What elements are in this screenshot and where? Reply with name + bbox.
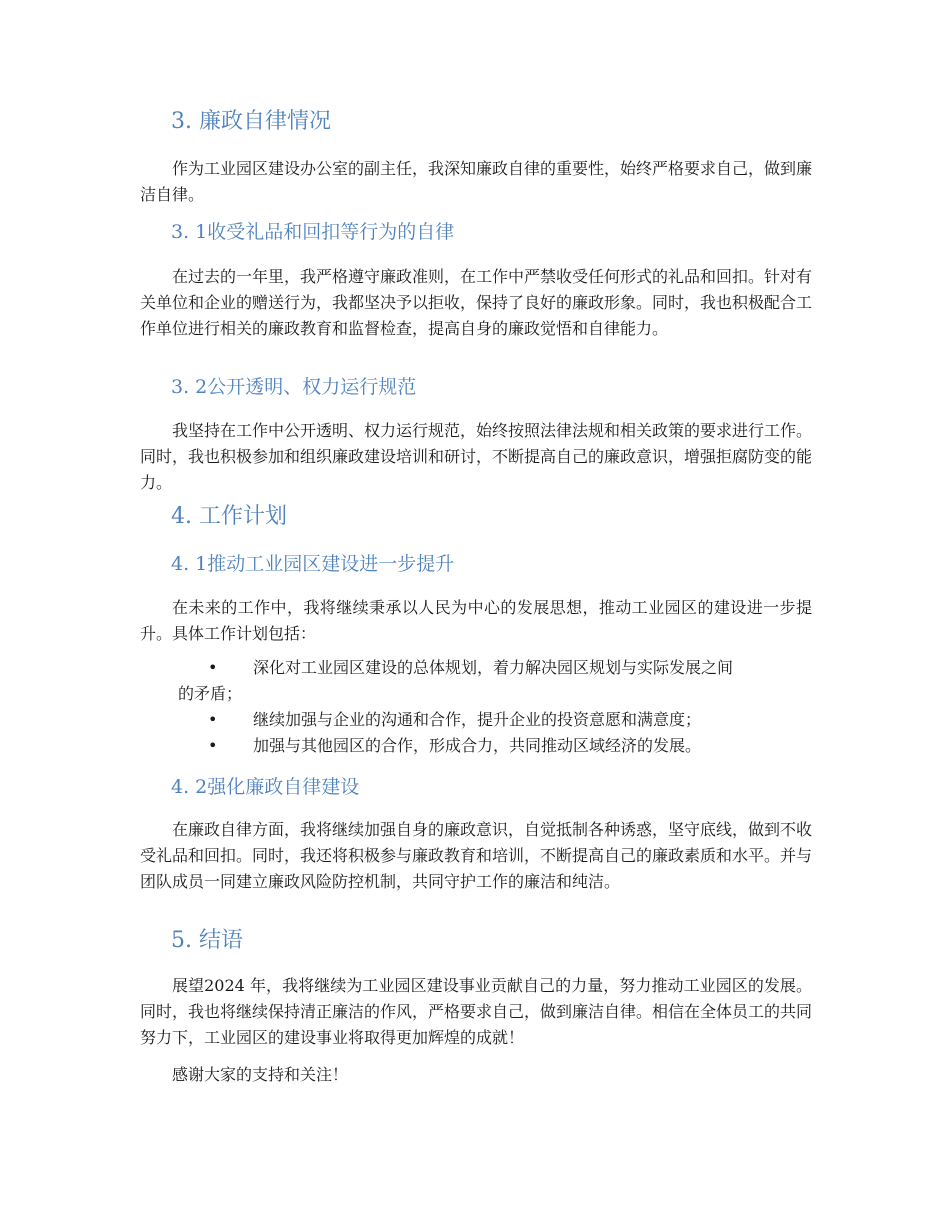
bullet-icon: • bbox=[208, 710, 218, 729]
section-4-2-heading: 4. 2强化廉政自律建设 bbox=[171, 776, 360, 798]
list-item bbox=[140, 655, 812, 707]
section-3-1-body: 在过去的一年里，我严格遵守廉政准则，在工作中严禁收受任何形式的礼品和回扣。针对有关单位和企业的赠送行为，我都坚决予以拒收，保持了良好的廉政形象。同时，我也积极配合工作单位进行相关的廉政教育和监督检查，提高自身的廉政觉悟和自律能力。 bbox=[140, 267, 813, 338]
list-item bbox=[140, 733, 812, 759]
section-3-2-heading: 3. 2公开透明、权力运行规范 bbox=[171, 376, 417, 398]
list-item-text: 加强与其他园区的合作，形成合力，共同推动区域经济的发展。 bbox=[253, 736, 702, 755]
list-item bbox=[140, 707, 812, 733]
section-4-heading: 4. 工作计划 bbox=[171, 504, 287, 529]
section-5-body: 展望2024 年，我将继续为工业园区建设事业贡献自己的力量，努力推动工业园区的发展。同时，我也将继续保持清正廉洁的作风，严格要求自己，做到廉洁自律。相信在全体员工的共同努力下，工业园区的建设事业将取得更加辉煌的成就！ bbox=[140, 976, 813, 1047]
section-3-1-heading: 3. 1收受礼品和回扣等行为的自律 bbox=[171, 221, 455, 243]
section-4-2-body: 在廉政自律方面，我将继续加强自身的廉政意识，自觉抵制各种诱惑，坚守底线，做到不收受礼品和回扣。同时，我还将积极参与廉政教育和培训，不断提高自己的廉政素质和水平。并与团队成员一同建立廉政风险防控机制，共同守护工作的廉洁和纯洁。 bbox=[140, 820, 813, 891]
section-5-heading: 5. 结语 bbox=[171, 928, 243, 953]
section-4-1-heading: 4. 1推动工业园区建设进一步提升 bbox=[171, 553, 455, 575]
list-item-text: 深化对工业园区建设的总体规划，着力解决园区规划与实际发展之间 bbox=[253, 658, 734, 677]
section-3-heading: 3. 廉政自律情况 bbox=[171, 109, 331, 134]
work-plan-list bbox=[140, 655, 812, 759]
closing-thanks: 感谢大家的支持和关注！ bbox=[172, 1065, 349, 1084]
bullet-icon: • bbox=[208, 658, 218, 677]
section-4-1-body: 在未来的工作中，我将继续秉承以人民为中心的发展思想，推动工业园区的建设进一步提升。具体工作计划包括： bbox=[140, 598, 812, 643]
section-3-2-body: 我坚持在工作中公开透明、权力运行规范，始终按照法律法规和相关政策的要求进行工作。同时，我也积极参加和组织廉政建设培训和研讨，不断提高自己的廉政意识，增强拒腐防变的能力。 bbox=[140, 421, 813, 492]
list-item-text: 继续加强与企业的沟通和合作，提升企业的投资意愿和满意度； bbox=[253, 710, 702, 729]
list-item-text-continued: 的矛盾； bbox=[178, 684, 243, 703]
bullet-icon: • bbox=[208, 736, 218, 755]
section-3-intro: 作为工业园区建设办公室的副主任，我深知廉政自律的重要性，始终严格要求自己，做到廉洁自律。 bbox=[140, 159, 813, 204]
